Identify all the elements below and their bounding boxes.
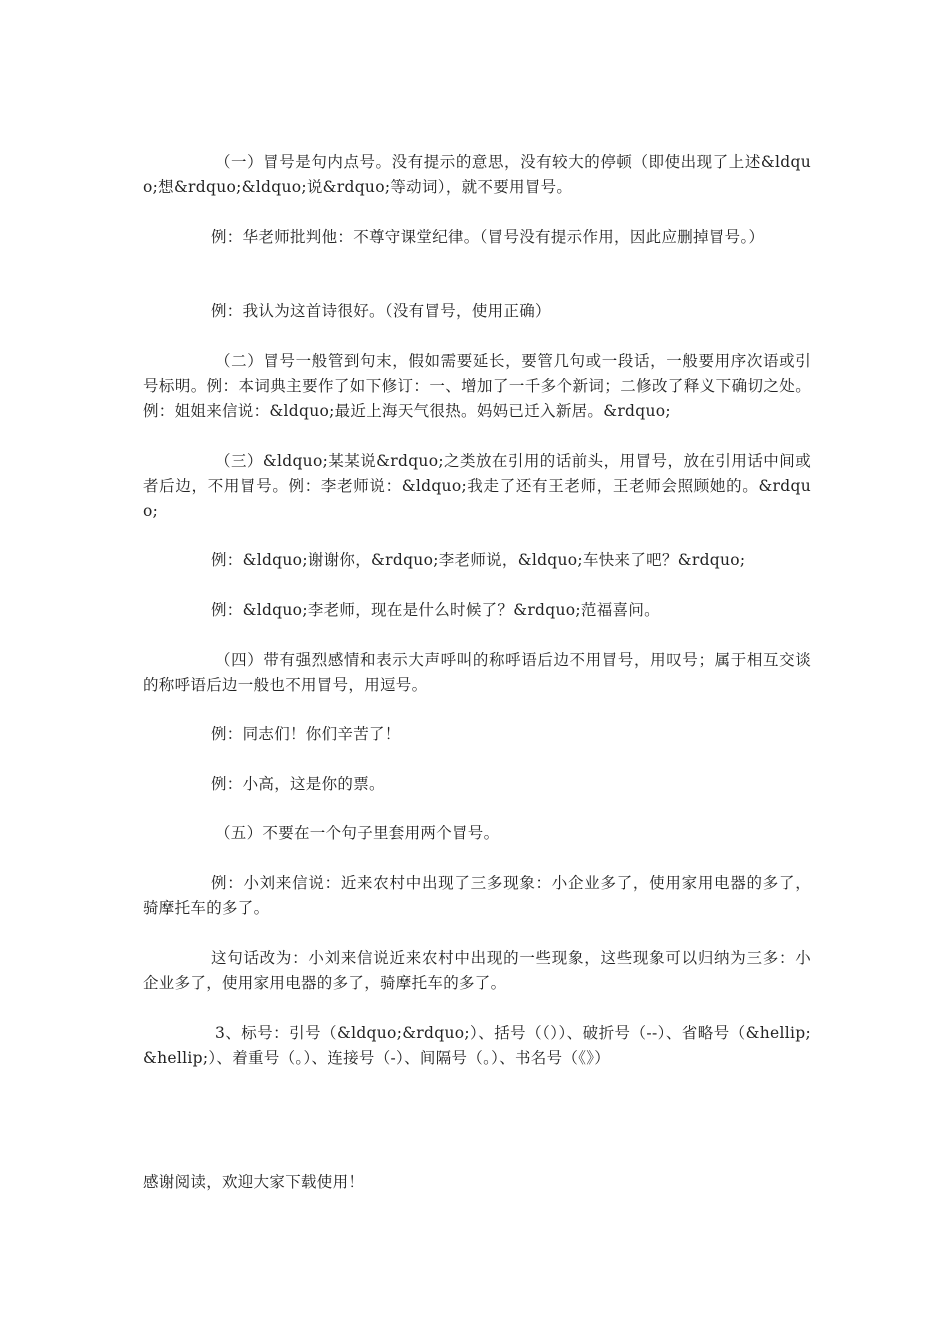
paragraph-example-7: 例：小刘来信说：近来农村中出现了三多现象：小企业多了，使用家用电器的多了，骑摩托车的多了。 (143, 874, 811, 917)
paragraph-correction: 这句话改为：小刘来信说近来农村中出现的一些现象，这些现象可以归纳为三多：小企业多了，使用家用电器的多了，骑摩托车的多了。 (143, 949, 811, 992)
paragraph-example-5: 例：同志们！你们辛苦了！ (211, 725, 401, 743)
paragraph-colon-rule-4: （四）带有强烈感情和表示大声呼叫的称呼语后边不用冒号，用叹号；属于相互交谈的称呼语后边一般也不用冒号，用逗号。 (143, 651, 811, 694)
paragraph-colon-rule-3: （三）&ldquo;某某说&rdquo;之类放在引用的话前头，用冒号，放在引用话中间或者后边，不用冒号。例：李老师说：&ldquo;我走了还有王老师，王老师会照顾她的。&rdquo; (143, 452, 811, 520)
paragraph-colon-rule-1: （一）冒号是句内点号。没有提示的意思，没有较大的停顿（即使出现了上述&ldquo;想&rdquo;&ldquo;说&rdquo;等动词），就不要用冒号。 (143, 153, 811, 196)
paragraph-marks-list: 3、标号：引号（&ldquo;&rdquo;）、括号（（））、破折号（--）、省略号（&hellip;&hellip;）、着重号（。）、连接号（-）、间隔号（。）、书名号（《》） (143, 1024, 811, 1067)
paragraph-example-4: 例：&ldquo;李老师，现在是什么时候了？&rdquo;范福喜问。 (211, 601, 660, 619)
paragraph-example-1: 例：华老师批判他：不尊守课堂纪律。（冒号没有提示作用，因此应删掉冒号。） (211, 228, 765, 246)
paragraph-colon-rule-5: （五）不要在一个句子里套用两个冒号。 (215, 824, 500, 842)
paragraph-example-6: 例：小高，这是你的票。 (211, 775, 385, 793)
paragraph-example-3: 例：&ldquo;谢谢你，&rdquo;李老师说，&ldquo;车快来了吧？&rdquo; (211, 551, 746, 569)
closing-text: 感谢阅读，欢迎大家下载使用！ (143, 1173, 365, 1191)
paragraph-example-2: 例：我认为这首诗很好。（没有冒号，使用正确） (211, 302, 551, 320)
paragraph-colon-rule-2: （二）冒号一般管到句末，假如需要延长，要管几句或一段话，一般要用序次语或引号标明。例：本词典主要作了如下修订：一、增加了一千多个新词；二修改了释义下确切之处。例：姐姐来信说：&ldquo;最近上海天气很热。妈妈已迁入新居。&rdquo; (143, 352, 811, 420)
